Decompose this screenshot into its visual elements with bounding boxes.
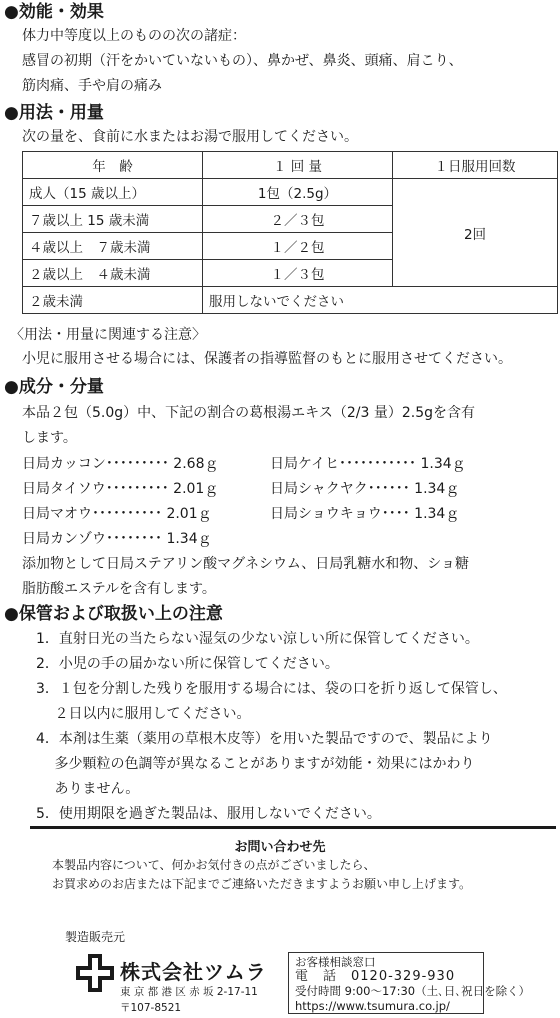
storage-item: ２日以内に服用してください。	[36, 706, 251, 722]
company-address: 東 京 都 港 区 赤 坂 2-17-11	[120, 986, 258, 998]
table-row	[23, 179, 558, 206]
ingredient-item: 日局ケイヒ･･･････････ 1.34ｇ	[270, 456, 466, 472]
efficacy-line: 感冒の初期（汗をかいていないもの）、鼻かぜ、鼻炎、頭痛、肩こり、	[22, 53, 463, 69]
divider	[30, 826, 556, 829]
tsumura-logo-icon	[74, 952, 116, 994]
company-name: 株式会社ツムラ	[120, 960, 267, 984]
dosage-intro: 次の量を、食前に水またはお湯で服用してください。	[22, 129, 358, 145]
efficacy-line: 体力中等度以上のものの次の諸症：	[22, 28, 246, 44]
table-cell-dose: ２／３包	[203, 206, 393, 233]
table-cell-age: ７歳以上 15 歳未満	[23, 206, 203, 233]
table-header-times: １日服用回数	[393, 152, 558, 179]
inquiry-line: 本製品内容について、何かお気付きの点がございましたら、	[52, 858, 376, 872]
table-cell-times: 2回	[393, 179, 558, 287]
additives-line: 添加物として日局ステアリン酸マグネシウム、日局乳糖水和物、ショ糖	[22, 556, 470, 572]
storage-item: 1．直射日光の当たらない湿気の少ない涼しい所に保管してください。	[36, 631, 479, 647]
maker-label: 製造販売元	[65, 930, 126, 944]
ingredient-item: 日局ショウキョウ････ 1.34ｇ	[270, 506, 460, 522]
table-row	[23, 287, 558, 314]
table-header-age: 年 齢	[23, 152, 203, 179]
efficacy-line: 筋肉痛、手や肩の痛み	[22, 78, 162, 94]
contact-title: お客様相談窓口	[295, 955, 376, 969]
company-postal: 〒107-8521	[120, 1002, 182, 1014]
storage-item: 5．使用期限を過ぎた製品は、服用しないでください。	[36, 806, 381, 822]
table-cell-dose: １／３包	[203, 260, 393, 287]
table-cell-dose: 1包（2.5g）	[203, 179, 393, 206]
dosage-table	[22, 151, 558, 314]
dosage-note-title: 〈用法・用量に関連する注意〉	[10, 327, 206, 343]
contact-hours: 受付時間 9:00〜17:30（土､日､祝日を除く）	[295, 984, 531, 998]
contact-url[interactable]: https://www.tsumura.co.jp/	[295, 998, 450, 1013]
inquiry-title: お問い合わせ先	[234, 840, 326, 855]
table-cell-age: ２歳以上 ４歳未満	[23, 260, 203, 287]
storage-title: ●保管および取扱い上の注意	[4, 604, 223, 624]
contact-phone: 電 話 0120-329-930	[295, 968, 456, 984]
dosage-note: 小児に服用させる場合には、保護者の指導監督のもとに服用させてください。	[22, 351, 512, 367]
additives-line: 脂肪酸エステルを含有します。	[22, 581, 216, 597]
dosage-title: ●用法・用量	[4, 103, 104, 123]
storage-item: ありません。	[36, 781, 140, 797]
ingredient-item: 日局マオウ･･････････ 2.01ｇ	[22, 506, 212, 522]
storage-item: 3．１包を分割した残りを服用する場合には、袋の口を折り返して保管し、	[36, 681, 507, 697]
table-header-row	[23, 152, 558, 179]
efficacy-title: ●効能・効果	[4, 2, 104, 22]
storage-item: 多少顆粒の色調等が異なることがありますが効能・効果にはかわり	[36, 756, 475, 772]
table-cell-age: ２歳未満	[23, 287, 203, 314]
inquiry-line: お買求めのお店または下記までご連絡いただきますようお願い申し上げます。	[52, 877, 472, 891]
storage-item: 2．小児の手の届かない所に保管してください。	[36, 656, 339, 672]
ingredient-item: 日局カンゾウ････････ 1.34ｇ	[22, 531, 212, 547]
contact-box	[288, 952, 531, 1014]
ingredients-title: ●成分・分量	[4, 377, 104, 397]
storage-item: 4．本剤は生薬（薬用の草根木皮等）を用いた製品ですので、製品により	[36, 731, 493, 747]
ingredient-item: 日局シャクヤク･･････ 1.34ｇ	[270, 481, 460, 497]
ingredients-intro: 本品２包（5.0g）中、下記の割合の葛根湯エキス（2/3 量）2.5gを含有	[22, 405, 476, 421]
table-header-dose: １ 回 量	[203, 152, 393, 179]
table-cell-age: 成人（15 歳以上）	[23, 179, 203, 206]
ingredients-intro: します。	[22, 430, 77, 446]
ingredient-item: 日局タイソウ･････････ 2.01ｇ	[22, 481, 219, 497]
table-cell-age: ４歳以上 ７歳未満	[23, 233, 203, 260]
table-cell-dose: １／２包	[203, 233, 393, 260]
table-cell-dose: 服用しないでください	[203, 287, 558, 314]
ingredient-item: 日局カッコン･････････ 2.68ｇ	[22, 456, 219, 472]
